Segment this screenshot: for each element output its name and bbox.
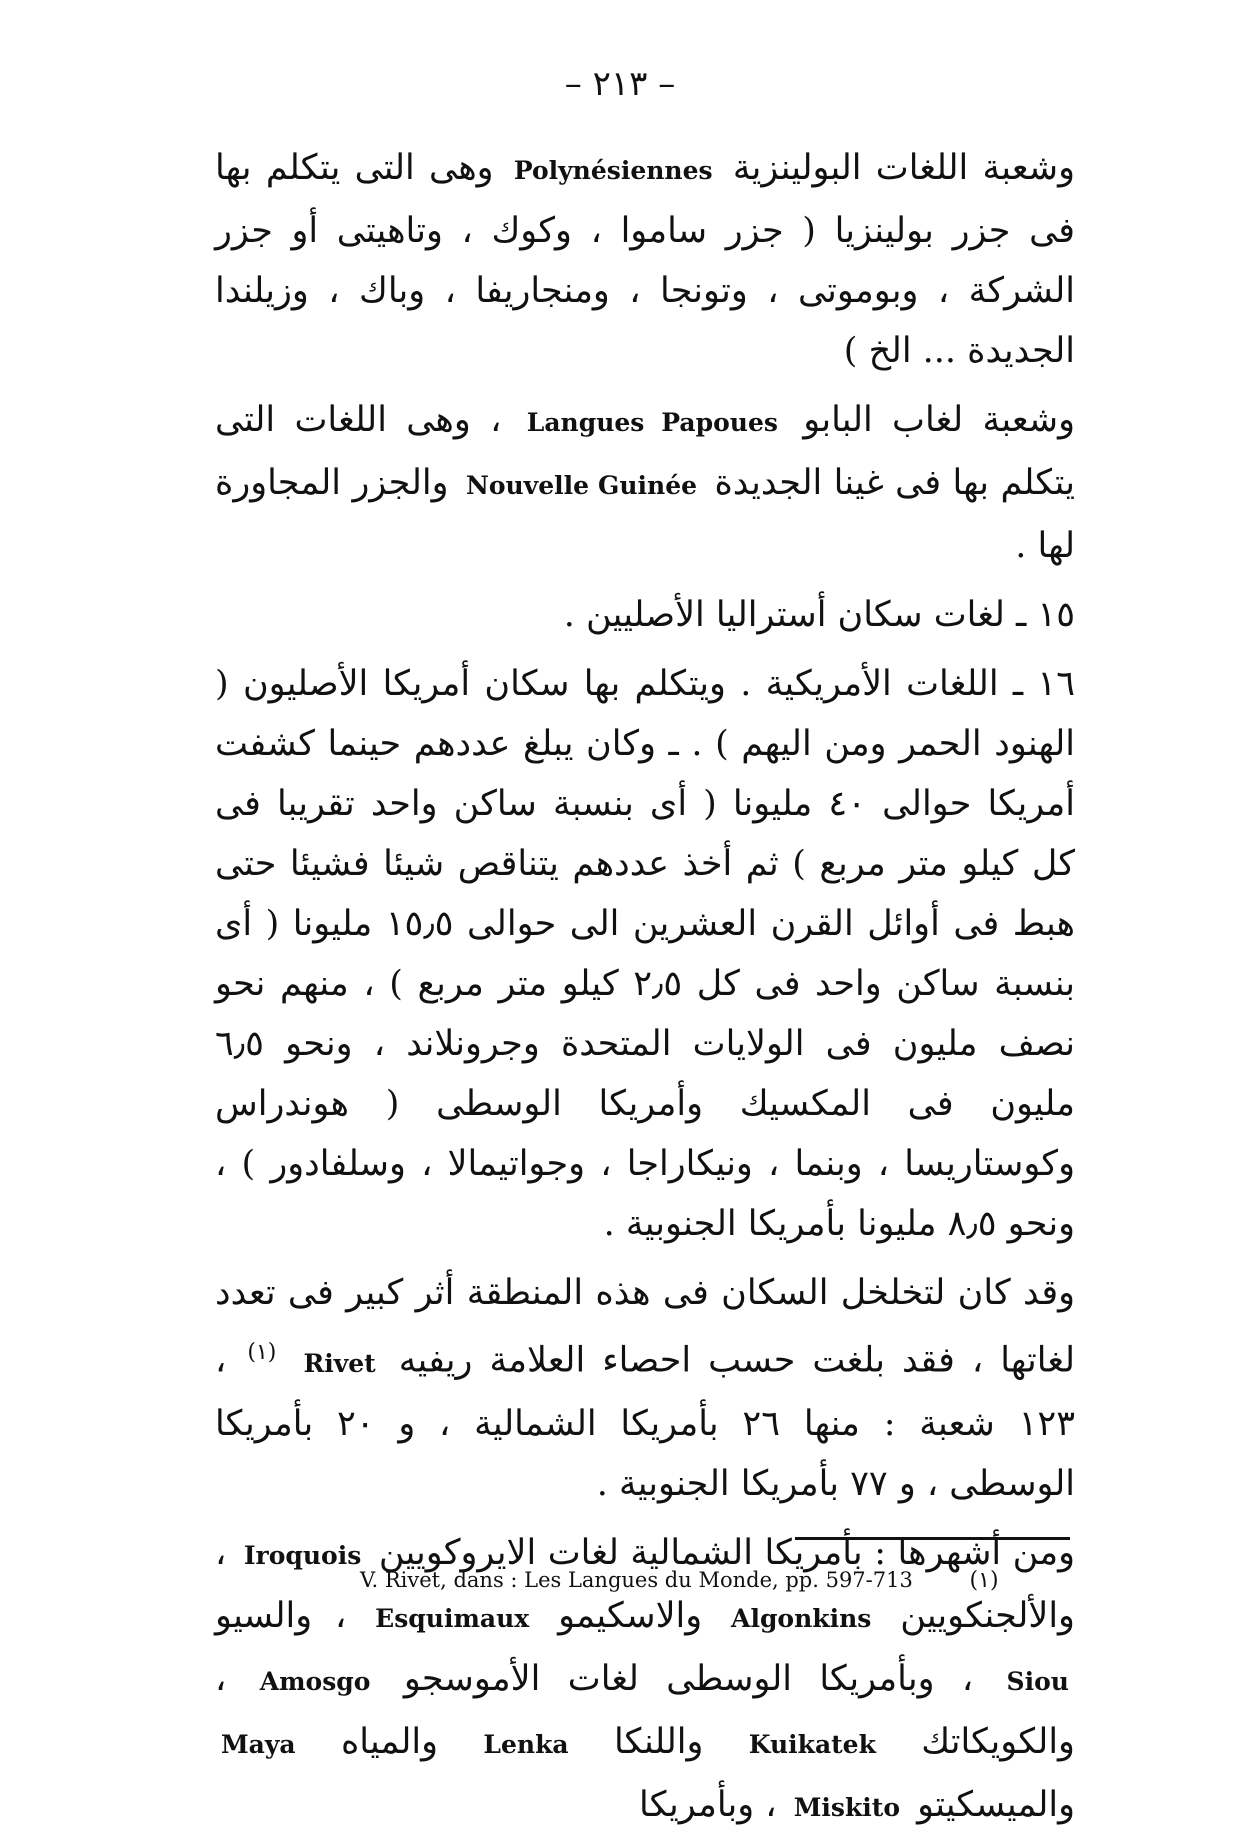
latin-term: Kuikatek <box>748 1729 876 1759</box>
footnote <box>360 1568 1020 1593</box>
arabic-text: والمياه <box>340 1721 439 1762</box>
latin-term: Amosgo <box>259 1666 371 1696</box>
paragraph <box>215 1263 1075 1514</box>
footnote-marker: (١) <box>969 1568 999 1593</box>
arabic-text: وهى التى يتكلم بها فى جزر بولينزيا ( جزر ساموا ، وكوك ، وتاهيتى أو جزر الشركة ، وبوموتى ، وتونجا ، ومنجاريفا ، وباك ، وزيلندا الجديدة ... الخ ) <box>215 148 1075 371</box>
arabic-text: وشعبة لغاب البابو <box>803 400 1075 440</box>
latin-term: Siou <box>1006 1666 1069 1696</box>
latin-term: Lenka <box>483 1729 569 1759</box>
latin-term: Iroquois <box>243 1540 362 1570</box>
latin-term: Miskito <box>793 1792 901 1822</box>
arabic-text: ومن أشهرها : بأمريكا الشمالية لغات الايروكويين <box>378 1532 1075 1573</box>
arabic-text: واللنكا <box>613 1721 704 1762</box>
arabic-text: ١٥ ـ لغات سكان أستراليا الأصليين . <box>563 595 1075 635</box>
paragraph <box>215 585 1075 645</box>
latin-term: Polynésiennes <box>513 156 713 185</box>
arabic-text: ١٦ ـ اللغات الأمريكية . ويتكلم بها سكان أمريكا الأصليون ( الهنود الحمر ومن اليهم ) . ـ وكان يبلغ عددهم حينما كشفت أمريكا حوالى ٤٠ مليونا ( أى بنسبة ساكن واحد تقريبا فى كل كيلو متر مربع ) ثم أخذ عددهم يتناقص شيئا فشيئا حتى هبط فى أوائل القرن العشرين الى حوالى ١٥٫٥ مليونا ( أى بنسبة ساكن واحد فى كل ٢٫٥ كيلو متر مربع ) ، منهم نحو نصف مليون فى الولايات المتحدة وجرونلاند ، ونحو ٦٫٥ مليون فى المكسيك وأمريكا الوسطى ( هوندراس وكوستاريسا ، وبنما ، ونيكاراجا ، وجواتيمالا ، وسلفادور ) ، ونحو ٨٫٥ مليونا بأمريكا الجنوبية . <box>215 664 1075 1244</box>
page-number: – ٢١٣ – <box>564 64 676 104</box>
latin-term: Esquimaux <box>375 1603 530 1633</box>
arabic-text: ، وهى اللغات التى يتكلم بها فى غينا الجديدة <box>215 400 1075 503</box>
arabic-text: ، والكويكاتك <box>215 1658 1075 1762</box>
latin-term: Nouvelle Guinée <box>465 471 698 500</box>
arabic-text: وشعبة اللغات البولينزية <box>732 148 1075 188</box>
arabic-text: ، وبأمريكا <box>639 1784 777 1825</box>
latin-term: Langues Papoues <box>526 408 778 437</box>
paragraph <box>215 390 1075 576</box>
arabic-text: والجزر المجاورة لها . <box>215 463 1075 566</box>
paragraph <box>215 138 1075 381</box>
latin-term: Rivet <box>303 1348 376 1378</box>
arabic-text: والميسكيتو <box>917 1784 1075 1825</box>
arabic-text: ، والألجنكويين <box>215 1532 1075 1636</box>
latin-term: Maya <box>221 1729 296 1759</box>
latin-term: Algonkins <box>731 1603 872 1633</box>
arabic-text: ، وبأمريكا الوسطى لغات الأموسجو <box>403 1658 974 1699</box>
arabic-text: والاسكيمو <box>558 1595 703 1636</box>
footnote-text: V. Rivet, dans : Les Langues du Monde, pp. 597-713 <box>360 1568 913 1592</box>
arabic-text: ، ١٢٣ شعبة : منها ٢٦ بأمريكا الشمالية ، و ٢٠ بأمريكا الوسطى ، و ٧٧ بأمريكا الجنوبية . <box>215 1340 1076 1504</box>
footnote-divider <box>795 1537 1070 1540</box>
footnote-reference: (١) <box>247 1340 277 1365</box>
paragraph <box>215 654 1075 1254</box>
arabic-text: ، والسيو <box>215 1595 347 1636</box>
arabic-text: وقد كان لتخلخل السكان فى هذه المنطقة أثر كبير فى تعدد لغاتها ، فقد بلغت حسب احصاء العلامة ريفيه <box>215 1273 1075 1381</box>
